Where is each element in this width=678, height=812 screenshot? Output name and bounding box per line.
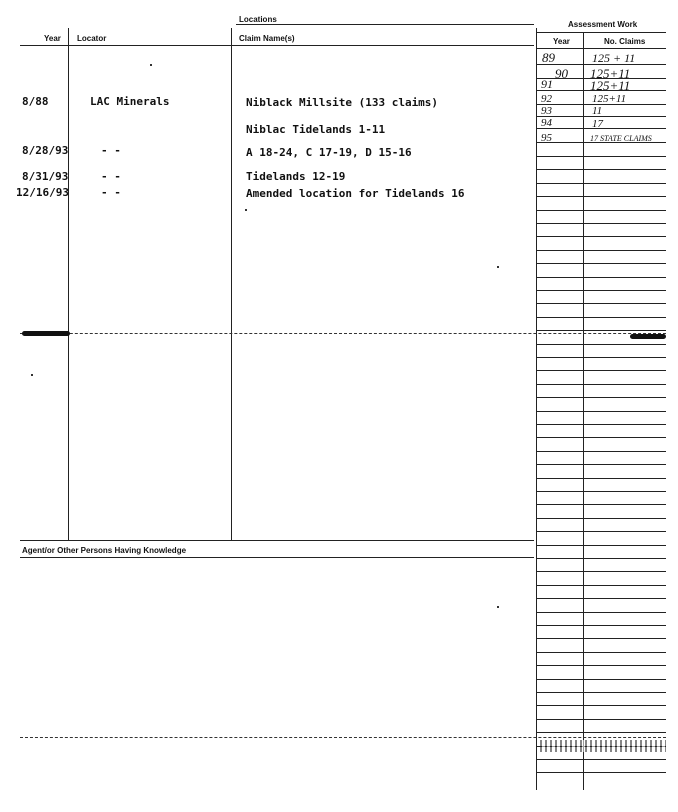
aw-row-rule: [536, 545, 666, 546]
location-claim-name: Tidelands 12-19: [246, 170, 346, 183]
aw-year-entry: 94: [541, 117, 552, 129]
fold-mark-right: [630, 334, 666, 339]
aw-row-rule: [536, 344, 666, 345]
aw-row-rule: [536, 290, 666, 291]
aw-claims-entry: 17: [592, 118, 603, 130]
aw-row-rule: [536, 638, 666, 639]
location-locator: - -: [101, 186, 121, 199]
aw-row-rule: [536, 424, 666, 425]
aw-row-rule: [536, 357, 666, 358]
aw-row-rule: [536, 384, 666, 385]
aw-row-rule: [536, 196, 666, 197]
aw-year-entry: 89: [542, 50, 555, 65]
aw-claims-entry: 125 + 11: [592, 51, 636, 65]
year-locator-divider: [68, 28, 69, 540]
locator-claim-divider: [231, 28, 232, 540]
aw-row-rule: [536, 692, 666, 693]
aw-row-rule: [536, 612, 666, 613]
aw-row-rule: [536, 303, 666, 304]
fold-line: [20, 333, 666, 334]
aw-row-rule: [536, 705, 666, 706]
aw-year-entry: 90: [555, 66, 568, 81]
location-year: 8/28/93: [22, 144, 69, 157]
aw-claims-entry: 125+11: [590, 78, 631, 93]
location-locator: - -: [101, 144, 121, 157]
stray-mark: [31, 374, 33, 376]
location-claim-name: Niblac Tidelands 1-11: [246, 123, 386, 136]
aw-row-rule: [536, 210, 666, 211]
aw-row-rule: [536, 585, 666, 586]
year-column-header: Year: [44, 34, 61, 43]
stray-mark: [245, 209, 247, 211]
aw-row-rule: [536, 531, 666, 532]
aw-claims-entry: 125+11: [590, 66, 631, 81]
location-locator: LAC Minerals: [90, 95, 170, 108]
aw-row-rule: [536, 652, 666, 653]
aw-header-bottom-rule: [536, 48, 666, 49]
aw-row-rule: [536, 719, 666, 720]
aw-row-rule: [536, 598, 666, 599]
aw-year-column-header: Year: [553, 37, 570, 46]
aw-row-rule: [536, 437, 666, 438]
aw-row-rule: [536, 370, 666, 371]
assessment-work-header: Assessment Work: [568, 20, 638, 29]
aw-row-rule: [536, 250, 666, 251]
locations-bottom-rule: [20, 540, 534, 541]
agent-header-rule: [20, 557, 534, 558]
aw-row-rule: [536, 183, 666, 184]
location-year: 8/31/93: [22, 170, 69, 183]
header-top-rule: [236, 24, 534, 25]
aw-row-rule: [536, 679, 666, 680]
aw-claims-entry: 125+11: [592, 93, 627, 105]
header-bottom-rule: [20, 45, 534, 46]
aw-row-rule: [536, 558, 666, 559]
stray-mark: [150, 64, 152, 66]
aw-year-entry: 91: [541, 77, 553, 91]
bottom-fold-line: [20, 737, 666, 738]
aw-row-rule: [536, 317, 666, 318]
aw-row-rule: [536, 571, 666, 572]
aw-header-top-rule: [536, 32, 666, 33]
scan-noise: [540, 740, 666, 752]
aw-row-rule: [536, 411, 666, 412]
aw-claims-entry: 17 STATE CLAIMS: [590, 134, 652, 143]
aw-row-rule: [536, 223, 666, 224]
location-claim-name: Niblack Millsite (133 claims): [246, 96, 439, 109]
aw-row-rule: [536, 732, 666, 733]
aw-year-entry: 92: [541, 93, 552, 105]
aw-row-rule: [536, 397, 666, 398]
aw-row-rule: [536, 504, 666, 505]
aw-row-rule: [536, 464, 666, 465]
aw-row-rule: [536, 665, 666, 666]
aw-no-claims-column-header: No. Claims: [604, 37, 646, 46]
location-locator: - -: [101, 170, 121, 183]
aw-year-entry: 95: [541, 132, 552, 144]
aw-row-rule: [536, 759, 666, 760]
stray-mark: [497, 266, 499, 268]
aw-row-rule: [536, 772, 666, 773]
aw-year-entry: 93: [541, 105, 552, 117]
aw-row-rule: [536, 518, 666, 519]
aw-row-rule: [536, 330, 666, 331]
aw-row-rule: [536, 263, 666, 264]
locations-header: Locations: [239, 15, 277, 24]
location-year: 12/16/93: [16, 186, 69, 199]
location-claim-name: Amended location for Tidelands 16: [246, 187, 465, 200]
stray-mark: [497, 606, 499, 608]
aw-row-rule: [536, 156, 666, 157]
aw-row-rule: [536, 169, 666, 170]
location-claim-name: A 18-24, C 17-19, D 15-16: [246, 146, 412, 159]
aw-row-rule: [536, 277, 666, 278]
locator-column-header: Locator: [77, 34, 107, 43]
claim-names-column-header: Claim Name(s): [239, 34, 295, 43]
agent-section-header: Agent/or Other Persons Having Knowledge: [22, 546, 187, 555]
aw-row-rule: [536, 236, 666, 237]
fold-mark-left: [22, 331, 70, 336]
aw-row-rule: [536, 451, 666, 452]
aw-claims-entry: 11: [592, 105, 603, 117]
aw-row-rule: [536, 625, 666, 626]
aw-row-rule: [536, 491, 666, 492]
aw-row-rule: [536, 478, 666, 479]
location-year: 8/88: [22, 95, 49, 108]
